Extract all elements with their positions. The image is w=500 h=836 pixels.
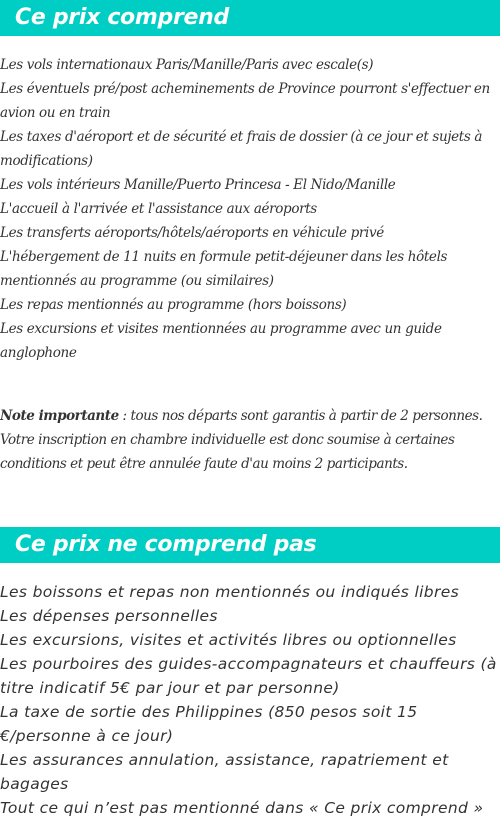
included-item: Les transferts aéroports/hôtels/aéroports en véhicule privé [0,225,384,241]
excluded-item: Les excursions, visites et activités libres ou optionnelles [0,631,457,649]
included-items-list [0,53,500,365]
excluded-item: Les assurances annulation, assistance, rapatriement et bagages [0,751,449,793]
excluded-item: La taxe de sortie des Philippines (850 pesos soit 15 €/personne à ce jour) [0,703,418,745]
excluded-items-list [0,580,500,820]
included-item: Les éventuels pré/post acheminements de Province pourront s'effectuer en avion ou en train [0,81,490,121]
excluded-item: Les dépenses personnelles [0,607,218,625]
excluded-item: Les boissons et repas non mentionnés ou indiqués libres [0,583,460,601]
included-item: Les vols internationaux Paris/Manille/Paris avec escale(s) [0,57,374,73]
excluded-item: Tout ce qui n’est pas mentionné dans « Ce prix comprend » [0,799,484,817]
included-item: Les taxes d'aéroport et de sécurité et frais de dossier (à ce jour et sujets à modifications) [0,129,483,169]
excluded-section-title: Ce prix ne comprend pas [15,532,317,557]
included-item: L'hébergement de 11 nuits en formule petit-déjeuner dans les hôtels mentionnés au programme (ou similaires) [0,249,448,289]
excluded-item: Les pourboires des guides-accompagnateurs et chauffeurs (à titre indicatif 5€ par jour et par personne) [0,655,497,697]
included-section-heading [0,0,500,36]
excluded-section-heading [0,527,500,563]
included-item: Les excursions et visites mentionnées au programme avec un guide anglophone [0,321,442,361]
included-item: L'accueil à l'arrivée et l'assistance aux aéroports [0,201,317,217]
included-item: Les repas mentionnés au programme (hors boissons) [0,297,347,313]
included-item: Les vols intérieurs Manille/Puerto Princesa - El Nido/Manille [0,177,396,193]
important-note-label: Note importante [0,408,119,424]
important-note [0,404,500,476]
important-note-text: : tous nos départs sont garantis à partir de 2 personnes. Votre inscription en chambre individuelle est donc soumise à certaines conditions et peut être annulée faute d'au moins 2 participants. [0,408,483,472]
included-section-title: Ce prix comprend [15,5,229,30]
